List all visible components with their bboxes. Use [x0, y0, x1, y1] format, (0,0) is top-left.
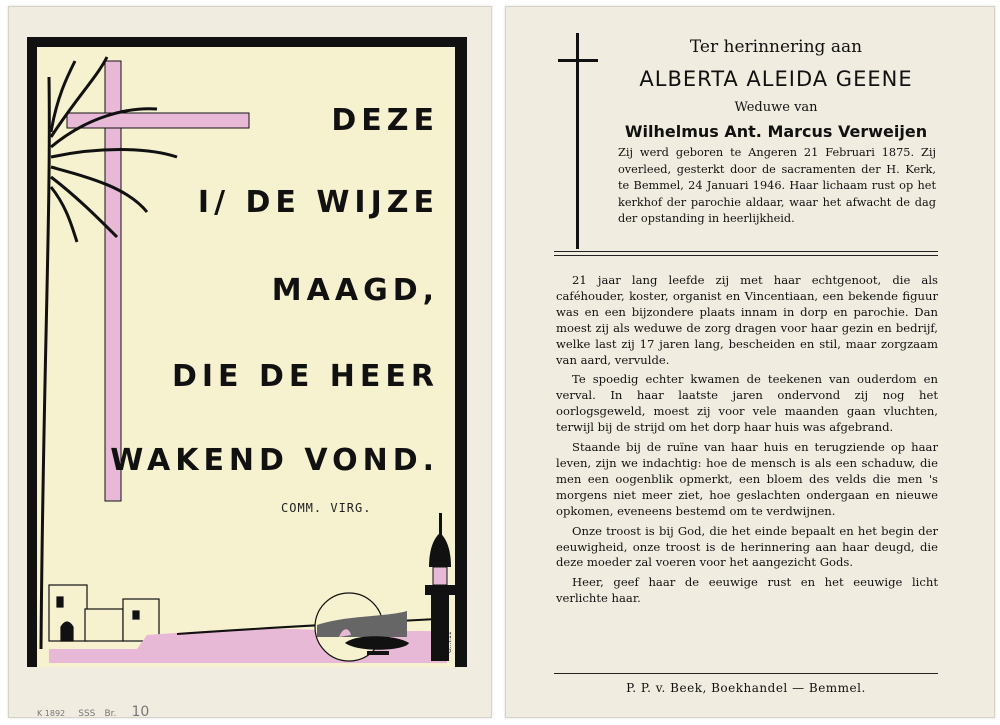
- village-buildings: [49, 585, 159, 641]
- poem-line-3: MAAGD,: [271, 273, 439, 308]
- printer-label: Br.: [104, 709, 117, 719]
- deceased-name: ALBERTA ALEIDA GEENE: [639, 67, 913, 91]
- paragraph: Staande bij de ruïne van haar huis en terugziende op haar leven, zijn we indachtig: hoe de mensch is als een schaduw, die men een oogenblik opmerkt, een bloem des velds die men 's morgens niet meer ziet, hoe geslachten ondergaan en nieuwe opkomen, eveneens bestemd om te verdwijnen.: [556, 440, 938, 518]
- paragraph: Onze troost is bij God, die het einde bepaalt en het begin der eeuwigheid, onze troost is de herinnering aan haar deugd, die deze moeder zal voeren voor het aangezicht Gods.: [556, 523, 938, 570]
- prayer: Heer, geef haar de eeuwige rust en het eeuwige licht verlichte haar.: [556, 575, 938, 606]
- poem-line-5: WAKEND VOND.: [110, 443, 439, 478]
- memorial-card-front: [8, 6, 492, 718]
- printer-code: [37, 701, 149, 720]
- biography: Zij werd geboren te Angeren 21 Februari 1875. Zij overleed, gesterkt door de sacramenten der H. Kerk, te Bemmel, 24 Januari 1946. Haar lichaam rust op het kerkhof der parochie aldaar, waar het afwacht de dag der opstanding in heerlijkheid.: [618, 146, 936, 225]
- divider-top-1: [554, 251, 938, 252]
- printer-number: 10: [131, 704, 150, 720]
- scripture-source: COMM. VIRG.: [281, 501, 372, 515]
- husband-name: Wilhelmus Ant. Marcus Verweijen: [624, 122, 928, 141]
- remembrance-heading: Ter herinnering aan: [689, 37, 863, 57]
- divider-bottom: [554, 673, 938, 674]
- cross-icon: [576, 33, 579, 249]
- cross-icon-bar: [558, 59, 598, 62]
- poem-line-1: DEZE: [331, 103, 439, 138]
- poem-line-2: I/ DE WIJZE: [197, 185, 439, 220]
- memorial-text: [556, 273, 938, 611]
- artist-mark: G...I.11: [446, 631, 453, 653]
- poem-line-4: DIE DE HEER: [171, 359, 439, 394]
- printer-series: K 1892: [37, 709, 66, 718]
- paragraph: 21 jaar lang leefde zij met haar echtgenoot, die als caféhouder, koster, organist en Vincentiaan, een bekende figuur was en een bijzondere plaats innam in dorp en parochie. Dan moest zij als weduwe de zorg dragen voor haar gezin en bedrijf, welke last zij 17 jaren lang, bescheiden en stil, maar zorgzaam van aard, vervulde.: [556, 273, 938, 367]
- memorial-card-back: [505, 6, 995, 718]
- publisher: P. P. v. Beek, Boekhandel — Bemmel.: [626, 681, 866, 695]
- paragraph: Te spoedig echter kwamen de teekenen van ouderdom en verval. In haar laatste jaren ondervond zij nog het oorlogsgeweld, moest zij voor vele maanden gaan vluchten, terwijl bij de strijd om het dorp haar huis was afgebrand.: [556, 372, 938, 435]
- printer-code-letters: SSS: [78, 709, 96, 719]
- divider-top-2: [554, 255, 938, 256]
- widow-of-label: Weduwe van: [734, 100, 818, 115]
